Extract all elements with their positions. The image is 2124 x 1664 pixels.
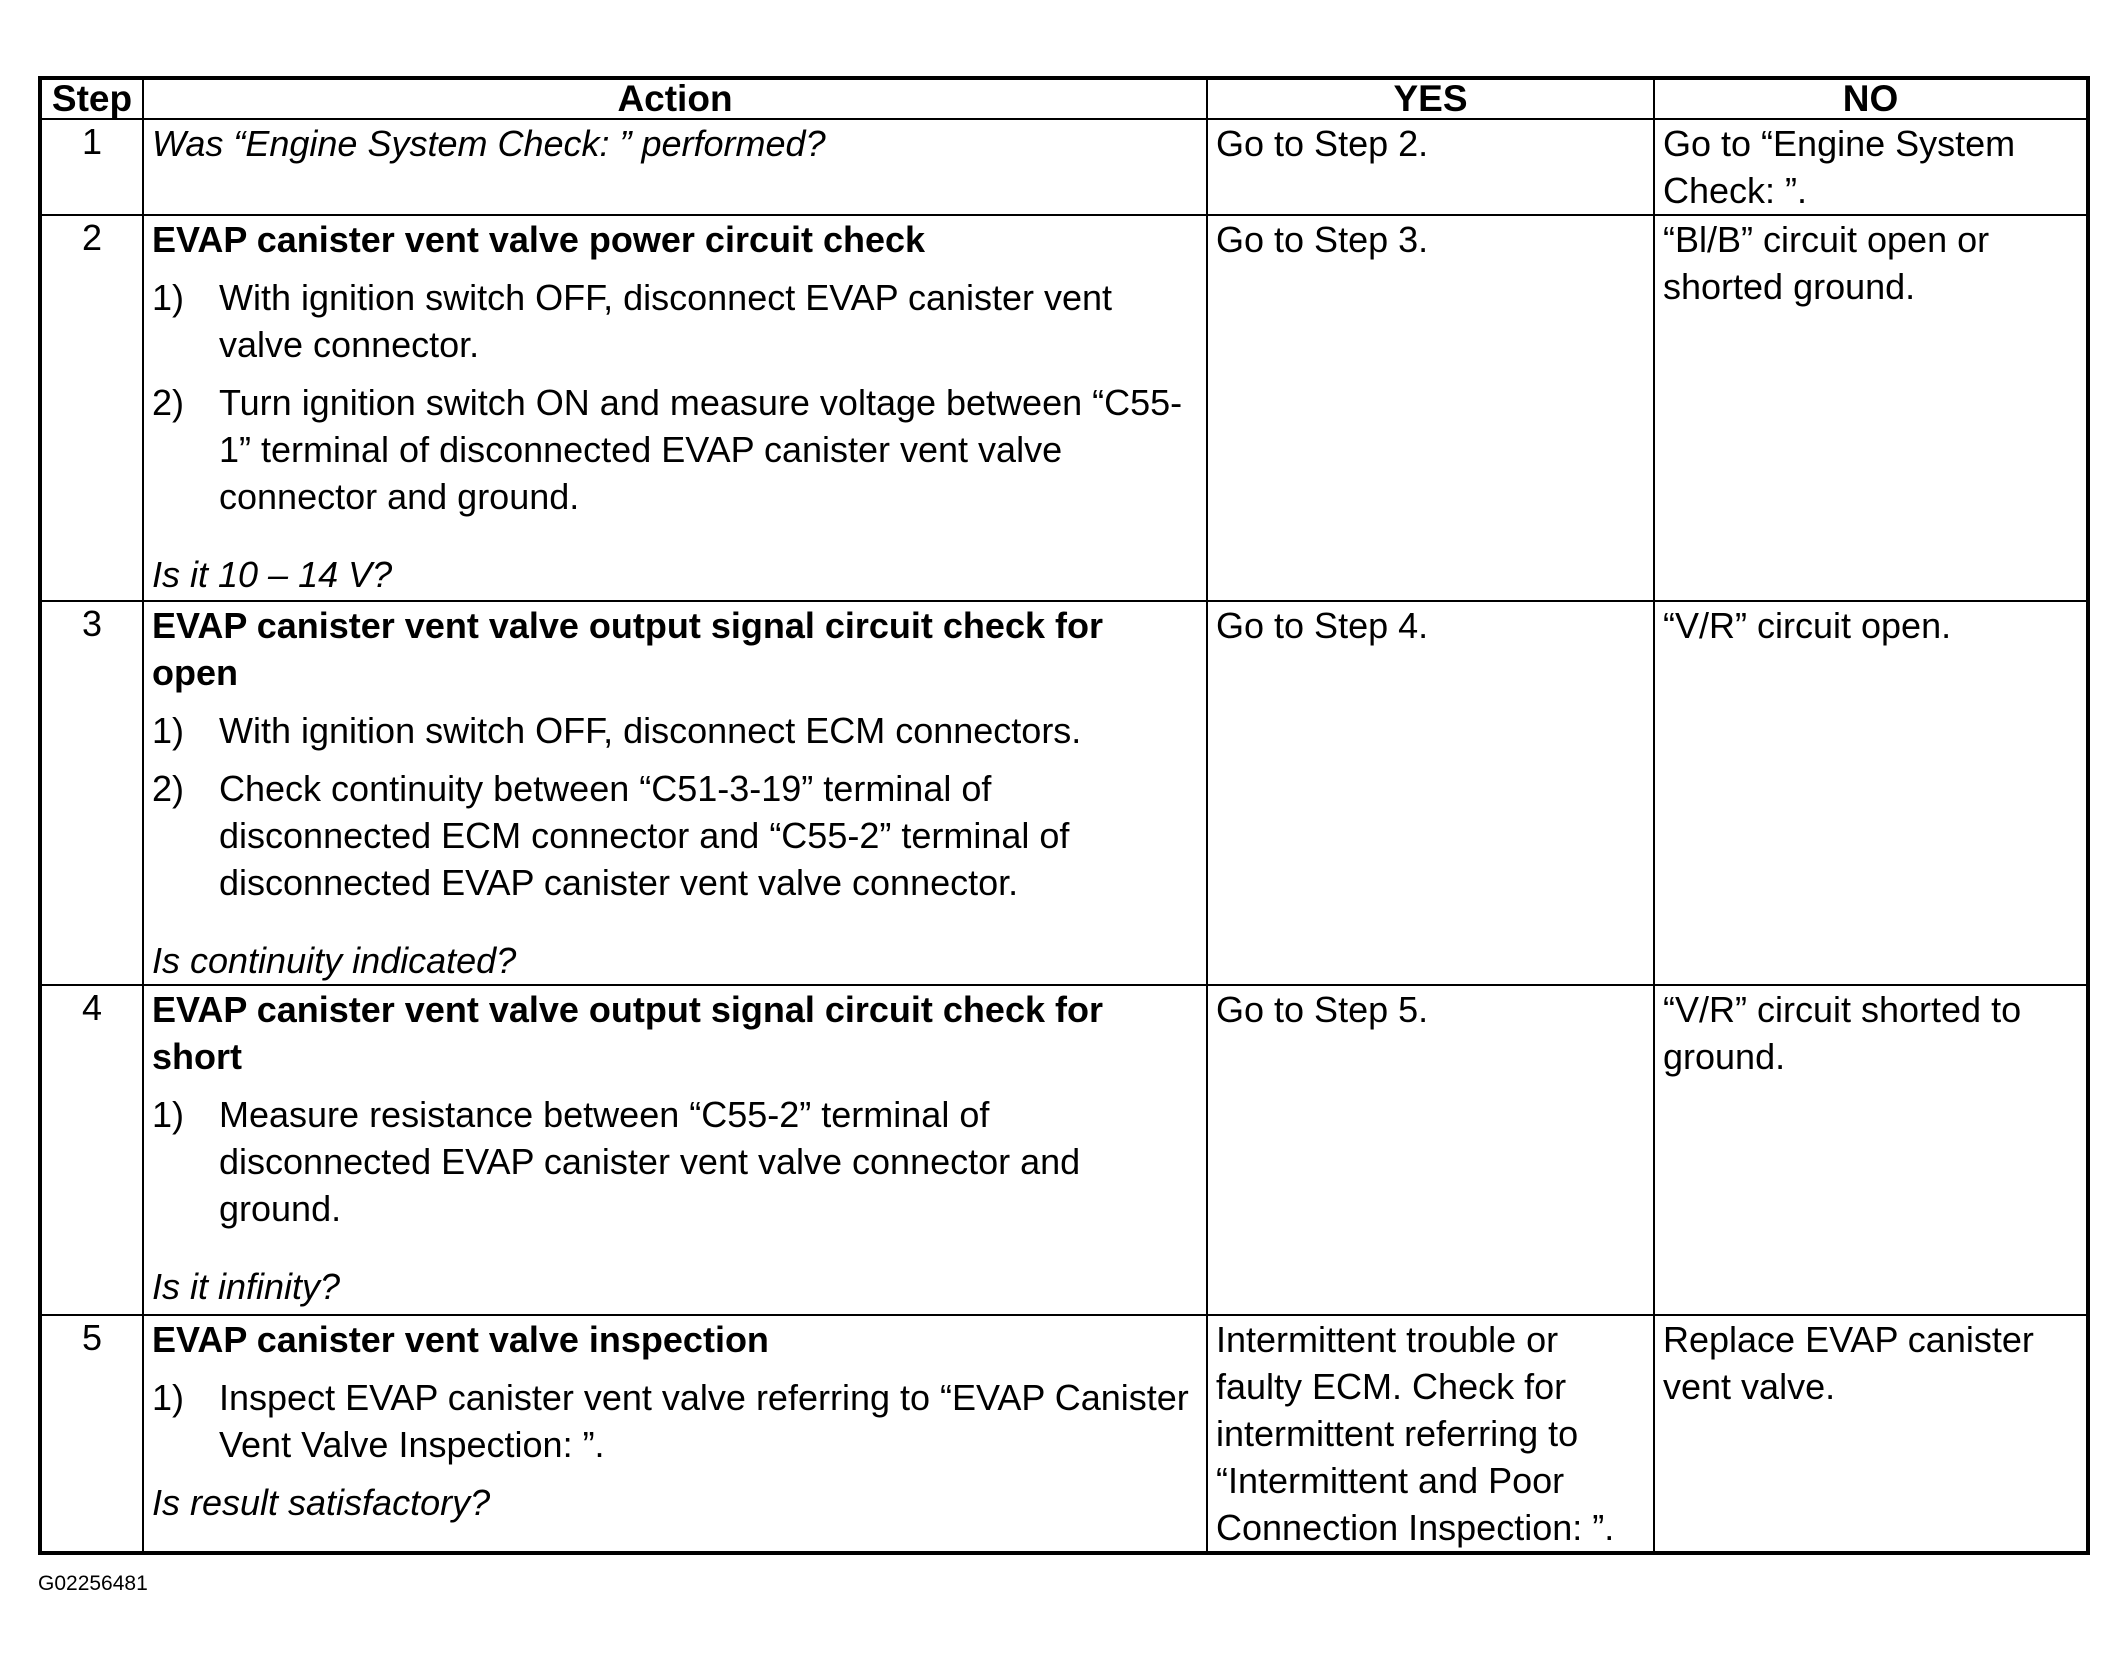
step-number: 4: [40, 985, 143, 1315]
header-yes: YES: [1207, 78, 1654, 119]
sub-step-number: 2): [152, 768, 185, 809]
yes-cell: Go to Step 3.: [1207, 215, 1654, 601]
step-question: Is it 10 – 14 V?: [152, 554, 393, 595]
sub-step-number: 1): [152, 1094, 185, 1135]
step-number: 5: [40, 1315, 143, 1553]
action-cell: [143, 119, 1207, 215]
step-number: 3: [40, 601, 143, 985]
no-cell: “V/R” circuit shorted to ground.: [1654, 985, 2088, 1315]
no-cell: Replace EVAP canister vent valve.: [1654, 1315, 2088, 1553]
sub-step-text: Inspect EVAP canister vent valve referring to “EVAP Canister Vent Valve Inspection: ”.: [219, 1377, 1189, 1465]
yes-cell: Go to Step 5.: [1207, 985, 1654, 1315]
sub-step-list: [152, 707, 1198, 906]
action-cell: [143, 1315, 1207, 1553]
header-step: Step: [40, 78, 143, 119]
step-question: Is continuity indicated?: [152, 940, 517, 981]
sub-step-list: [152, 1091, 1198, 1232]
yes-cell: Intermittent trouble or faulty ECM. Check for intermittent referring to “Intermittent and Poor Connection Inspection: ”.: [1207, 1315, 1654, 1553]
no-cell: Go to “Engine System Check: ”.: [1654, 119, 2088, 215]
header-no: NO: [1654, 78, 2088, 119]
yes-cell: Go to Step 4.: [1207, 601, 1654, 985]
sub-step: [152, 707, 1198, 754]
step-heading: EVAP canister vent valve output signal circuit check for open: [152, 605, 1103, 693]
step-question: Is it infinity?: [152, 1266, 341, 1307]
step-heading: EVAP canister vent valve output signal circuit check for short: [152, 989, 1103, 1077]
sub-step: [152, 274, 1198, 368]
sub-step-text: Turn ignition switch ON and measure voltage between “C55-1” terminal of disconnected EVAP canister vent valve connector and ground.: [219, 382, 1183, 517]
sub-step: [152, 1374, 1198, 1468]
sub-step-number: 1): [152, 1377, 185, 1418]
sub-step-list: [152, 1374, 1198, 1468]
table-row: [40, 215, 2088, 601]
step-number: 2: [40, 215, 143, 601]
sub-step: [152, 1091, 1198, 1232]
step-question: Is result satisfactory?: [152, 1482, 491, 1523]
diagnostic-table: [38, 76, 2090, 1555]
step-question: Was “Engine System Check: ” performed?: [152, 123, 826, 164]
action-cell: [143, 985, 1207, 1315]
no-cell: “Bl/B” circuit open or shorted ground.: [1654, 215, 2088, 601]
step-heading: EVAP canister vent valve inspection: [152, 1319, 769, 1360]
yes-cell: Go to Step 2.: [1207, 119, 1654, 215]
sub-step-text: Measure resistance between “C55-2” terminal of disconnected EVAP canister vent valve connector and ground.: [219, 1094, 1081, 1229]
sub-step: [152, 765, 1198, 906]
step-number: 1: [40, 119, 143, 215]
action-cell: [143, 215, 1207, 601]
table-row: [40, 119, 2088, 215]
table-header-row: [40, 78, 2088, 119]
action-cell: [143, 601, 1207, 985]
sub-step-list: [152, 274, 1198, 520]
figure-id: G02256481: [38, 1572, 148, 1595]
sub-step-number: 1): [152, 277, 185, 318]
sub-step-number: 1): [152, 710, 185, 751]
sub-step-text: With ignition switch OFF, disconnect ECM connectors.: [219, 710, 1082, 751]
sub-step-text: Check continuity between “C51-3-19” terminal of disconnected ECM connector and “C55-2” terminal of disconnected EVAP canister vent valve connector.: [219, 768, 1070, 903]
sub-step-text: With ignition switch OFF, disconnect EVAP canister vent valve connector.: [219, 277, 1113, 365]
table-row: [40, 601, 2088, 985]
table-row: [40, 985, 2088, 1315]
no-cell: “V/R” circuit open.: [1654, 601, 2088, 985]
table-row: [40, 1315, 2088, 1553]
sub-step-number: 2): [152, 382, 185, 423]
step-heading: EVAP canister vent valve power circuit check: [152, 219, 926, 260]
sub-step: [152, 379, 1198, 520]
header-action: Action: [143, 78, 1207, 119]
